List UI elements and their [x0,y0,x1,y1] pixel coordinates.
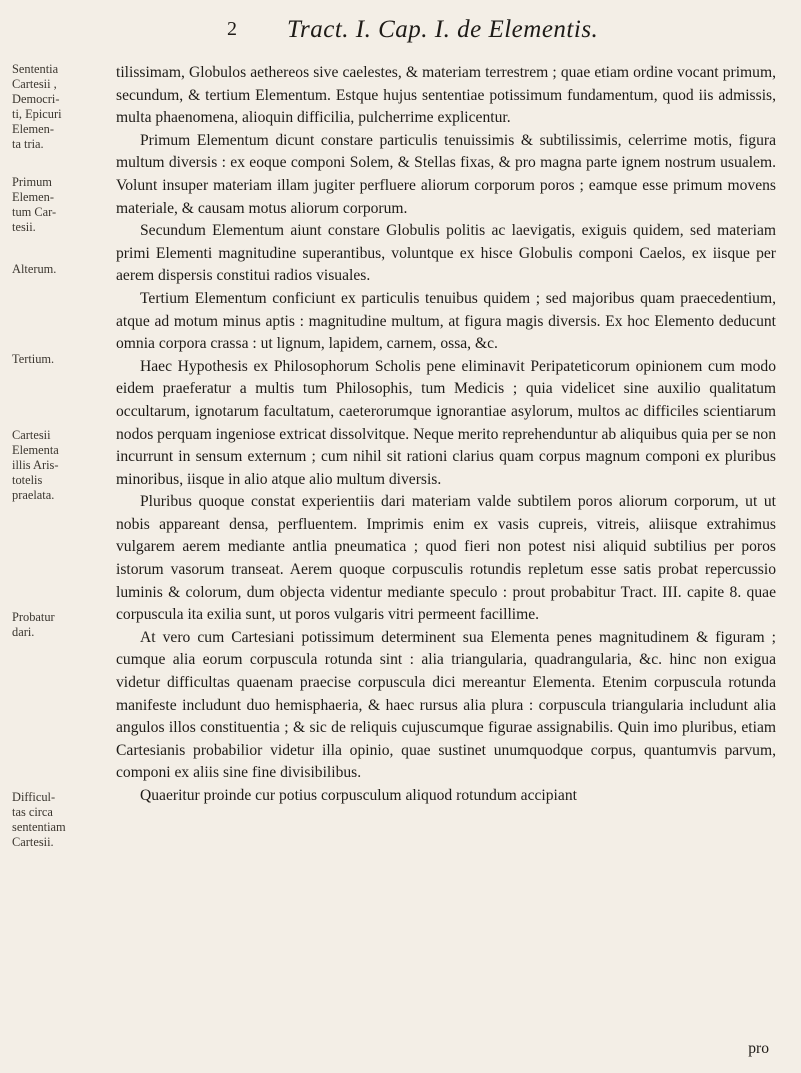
paragraph: Tertium Elementum conficiunt ex particulis tenuibus quidem ; sed majoribus quam praecedentium, atque ad motum minus aptis : magnitudine multum, at figura magis diversis. Ex hoc Elemento deducunt omnia corpora crassa : ut lignum, lapidem, carnem, ossa, &c. [116,289,776,353]
margin-note-difficultas: Difficul- tas circa sententiam Cartesii. [12,790,66,849]
paragraph: Pluribus quoque constat experientiis dari materiam valde subtilem poros aliorum corporum, ut ut nobis appareant densa, perfluentem. Imprimis enim ex vasis cupreis, vitreis, aliisque extrahimus vulgarem aerem mediante antlia pneumatica ; quod fieri non potest nisi aliquid subtilius per poros istorum vasorum transeat. Aerem quoque corpusculis rotundis repletum esse satis probat repercussio luminis & colorum, dum objecta videntur mediante speculo : prout probabitur Tract. III. capite 8. quae corpuscula ita exilia sunt, ut poros vulgaris vitri permeent facillime. [116,493,776,624]
page-header [227,16,747,50]
margin-note-primum: Primum Elemen- tum Car- tesii. [12,175,57,234]
paragraph: Haec Hypothesis ex Philosophorum Scholis pene eliminavit Peripateticorum opinionem cum modo eidem praeferatur a multis tum Philosophis, tum Medicis ; quia videlicet sine auxilio qualitatum occultarum, ignotarum facultatum, caeterorumque ignorantiae asylorum, multos ac difficiles scientiarum nodos perquam ingeniose extricat dissolvitque. Neque merito reprehenduntur ab aliquibus quia per se non incurrunt in sensum externum ; cum nihil sit rationi clarius quam corpus magnum componi ex pluribus minoribus, iisque in alio atque alio multum diversis. [116,357,776,488]
margin-note-tertium: Tertium. [12,352,55,366]
page-number: 2 [227,18,237,40]
margin-note-alterum: Alterum. [12,262,57,276]
margin-note-sententia: Sententia Cartesii , Democri- ti, Epicuri Elemen- ta tria. [12,62,62,151]
catchword: pro [748,1040,769,1057]
paragraph: Quaeritur proinde cur potius corpusculum aliquod rotundum accipiant [140,787,577,804]
margin-note-cartesii-elementa: Cartesii Elementa illis Aris- totelis praelata. [12,428,59,502]
running-head: Tract. I. Cap. I. de Elementis. [287,16,599,43]
margin-note-probatur: Probatur dari. [12,610,55,639]
paragraph: tilissimam, Globulos aethereos sive caelestes, & materiam terrestrem ; quae etiam ordine vocant primum, secundum, & tertium Elementum. Estque hujus sententiae potissimum fundamentum, quod iis admissis, multa phaenomena, alioquin difficilia, pulcherrime explicentur. [116,64,776,127]
paragraph: Primum Elementum dicunt constare particulis tenuissimis & subtilissimis, celerrime motis, figura multum diversis : ex eoque componi Solem, & Stellas fixas, & pro magna parte ignem nostrum usualem. Volunt insuper materiam illam jugiter perfluere aliorum corporum poros ; eamque esse primum movens materiale, & causam motus aliorum corporum. [116,131,776,217]
paragraph: Secundum Elementum aiunt constare Globulis politis ac laevigatis, exiguis quidem, sed materiam primi Elementi magnitudine superantibus, voluntque ex hisce Globulis componi Caelos, ex iisque per aerem dispersis constitui radios visuales. [116,222,776,285]
paragraph: At vero cum Cartesiani potissimum determinent sua Elementa penes magnitudinem & figuram ; cumque alia eorum corpuscula rotunda sint : alia triangularia, quadrangularia, &c. hinc non exigua videtur difficultas quaenam praecise corpuscula dici mereantur Elementa. Etenim corpuscula rotunda manifeste includunt duo hemisphaeria, & haec rursus alia plura : corpuscula triangularia includunt alia angulos illos constituentia ; & sic de reliquis cujuscumque figurae assignabilis. Quin imo pluribus, etiam Cartesianis probabilior videtur illa opinio, quae sustinet unumquodque corpus, quantumvis parvum, componi ex aliis sine fine divisibilibus. [116,628,776,782]
main-text [116,62,776,808]
